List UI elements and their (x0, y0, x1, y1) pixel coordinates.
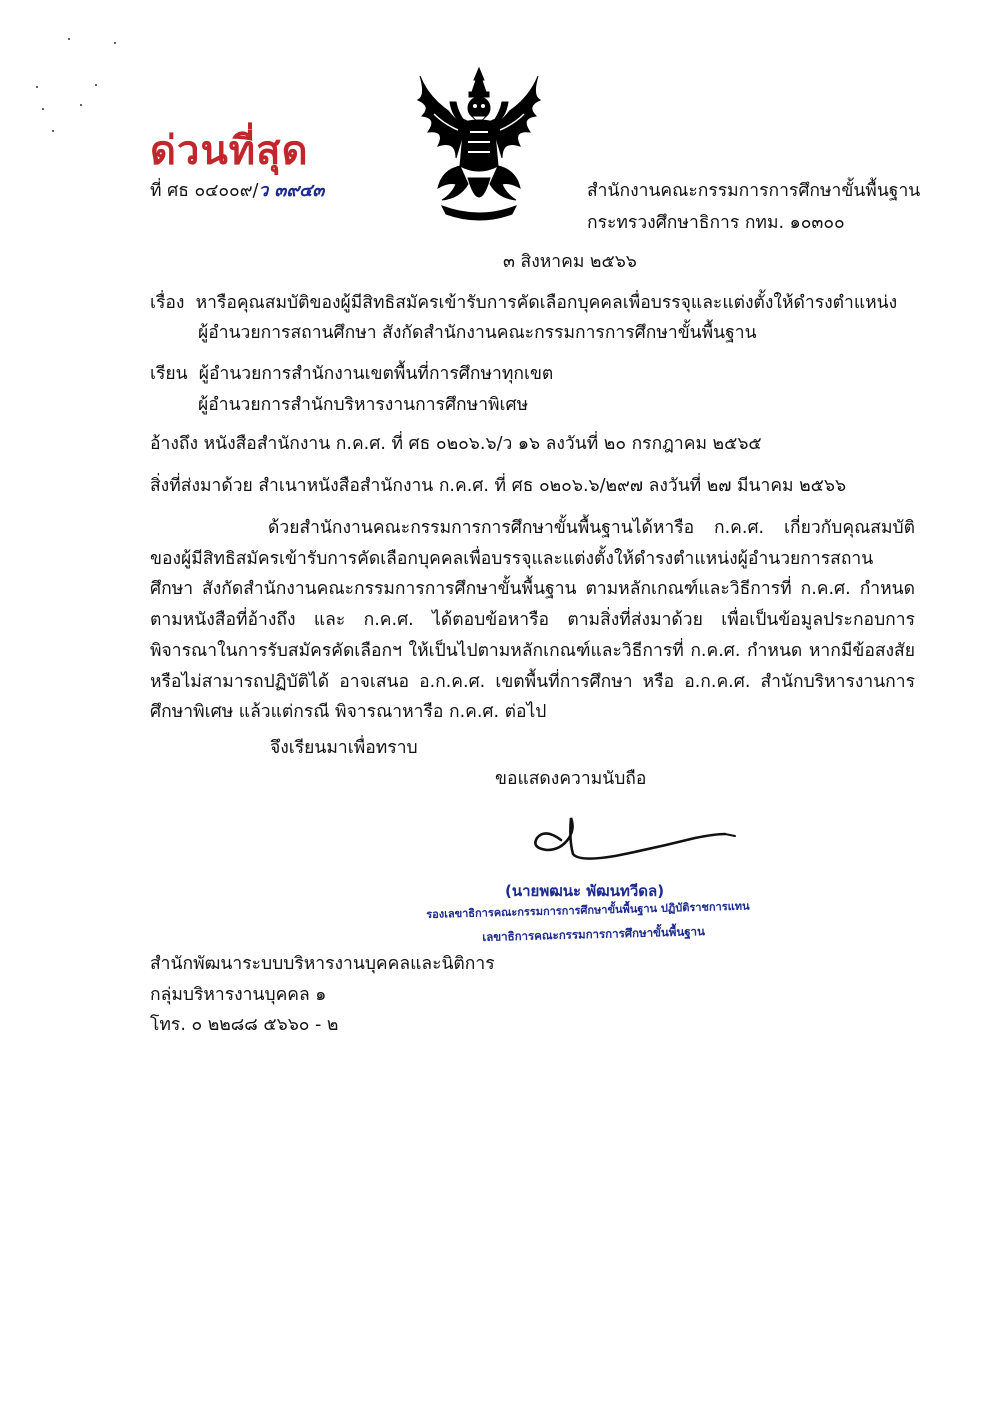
enclosure-line: สิ่งที่ส่งมาด้วย สำเนาหนังสือสำนักงาน ก.ค.ศ. ที่ ศธ ๐๒๐๖.๖/๒๙๗ ลงวันที่ ๒๗ มีนาคม ๒๕๖๖ (150, 476, 847, 496)
footer-group: กลุ่มบริหารงานบุคคล ๑ (150, 985, 327, 1005)
signer-name: (นายพฒนะ พัฒนทวีดล) (505, 882, 665, 900)
scan-speck (80, 104, 82, 106)
scan-speck (36, 86, 38, 88)
scan-speck (42, 108, 44, 110)
subject-label: เรื่อง (150, 293, 185, 313)
body-text: ด้วยสำนักงานคณะกรรมการการศึกษาขั้นพื้นฐานได้หารือ ก.ค.ศ. เกี่ยวกับคุณสมบัติของผู้มีสิทธิสมัครเข้ารับการคัดเลือกบุคคลเพื่อบรรจุและแต่งตั้งให้ดำรงตำแหน่งผู้อำนวยการสถานศึกษา สังกัดสำนักงานคณะกรรมการการศึกษาขั้นพื้นฐาน ตามหลักเกณฑ์และวิธีการที่ ก.ค.ศ. กำหนด ตามหนังสือที่อ้างถึง และ ก.ค.ศ. ได้ตอบข้อหารือ ตามสิ่งที่ส่งมาด้วย เพื่อเป็นข้อมูลประกอบการพิจารณาในการรับสมัครคัดเลือกฯ ให้เป็นไปตามหลักเกณฑ์และวิธีการที่ ก.ค.ศ. กำหนด หากมีข้อสงสัยหรือไม่สามารถปฏิบัติได้ อาจเสนอ อ.ก.ค.ศ. เขตพื้นที่การศึกษา หรือ อ.ก.ค.ศ. สำนักบริหารงานการศึกษาพิเศษ แล้วแต่กรณี พิจารณาหารือ ก.ค.ศ. ต่อไป (150, 518, 915, 723)
scan-speck (52, 130, 54, 132)
recipient-line (150, 363, 553, 385)
footer-office: สำนักพัฒนาระบบบริหารงานบุคคลและนิติการ (150, 954, 495, 974)
body-paragraph (150, 513, 915, 728)
recipient-label: เรียน (150, 364, 188, 384)
document-number (150, 180, 324, 202)
signature-icon (525, 810, 745, 870)
document-number-handwritten: ว ๓๙๔๓ (258, 181, 325, 201)
recipient-2: ผู้อำนวยการสำนักบริหารงานการศึกษาพิเศษ (198, 395, 529, 415)
signer-position-2: เลขาธิการคณะกรรมการการศึกษาขั้นพื้นฐาน (482, 924, 706, 944)
regards-line: ขอแสดงความนับถือ (495, 769, 647, 789)
signer-position-1: รองเลขาธิการคณะกรรมการการศึกษาขั้นพื้นฐาน ปฏิบัติราชการแทน (426, 899, 750, 921)
subject-line (150, 292, 897, 314)
recipient-1: ผู้อำนวยการสำนักงานเขตพื้นที่การศึกษาทุกเขต (198, 364, 554, 384)
closing-line: จึงเรียนมาเพื่อทราบ (270, 738, 418, 758)
subject-text-2: ผู้อำนวยการสถานศึกษา สังกัดสำนักงานคณะกรรมการการศึกษาขั้นพื้นฐาน (198, 323, 757, 343)
organization-address: กระทรวงศึกษาธิการ กทม. ๑๐๓๐๐ (587, 213, 845, 233)
scan-speck (95, 84, 97, 86)
scan-speck (114, 42, 116, 44)
document-date: ๓ สิงหาคม ๒๕๖๖ (503, 252, 637, 272)
urgency-stamp: ด่วนที่สุด (150, 128, 309, 174)
footer-phone: โทร. ๐ ๒๒๘๘ ๕๖๖๐ - ๒ (150, 1015, 339, 1035)
scan-speck (68, 38, 70, 40)
reference-line: อ้างถึง หนังสือสำนักงาน ก.ค.ศ. ที่ ศธ ๐๒๐๖.๖/ว ๑๖ ลงวันที่ ๒๐ กรกฎาคม ๒๕๖๕ (150, 434, 762, 454)
subject-text-1: หารือคุณสมบัติของผู้มีสิทธิสมัครเข้ารับการคัดเลือกบุคคลเพื่อบรรจุและแต่งตั้งให้ดำรงตำแหน่ง (195, 293, 898, 313)
document-number-prefix: ที่ ศธ ๐๔๐๐๙/ (150, 181, 259, 201)
garuda-emblem-icon (412, 66, 546, 222)
issuing-organization: สำนักงานคณะกรรมการการศึกษาขั้นพื้นฐาน (587, 181, 921, 201)
